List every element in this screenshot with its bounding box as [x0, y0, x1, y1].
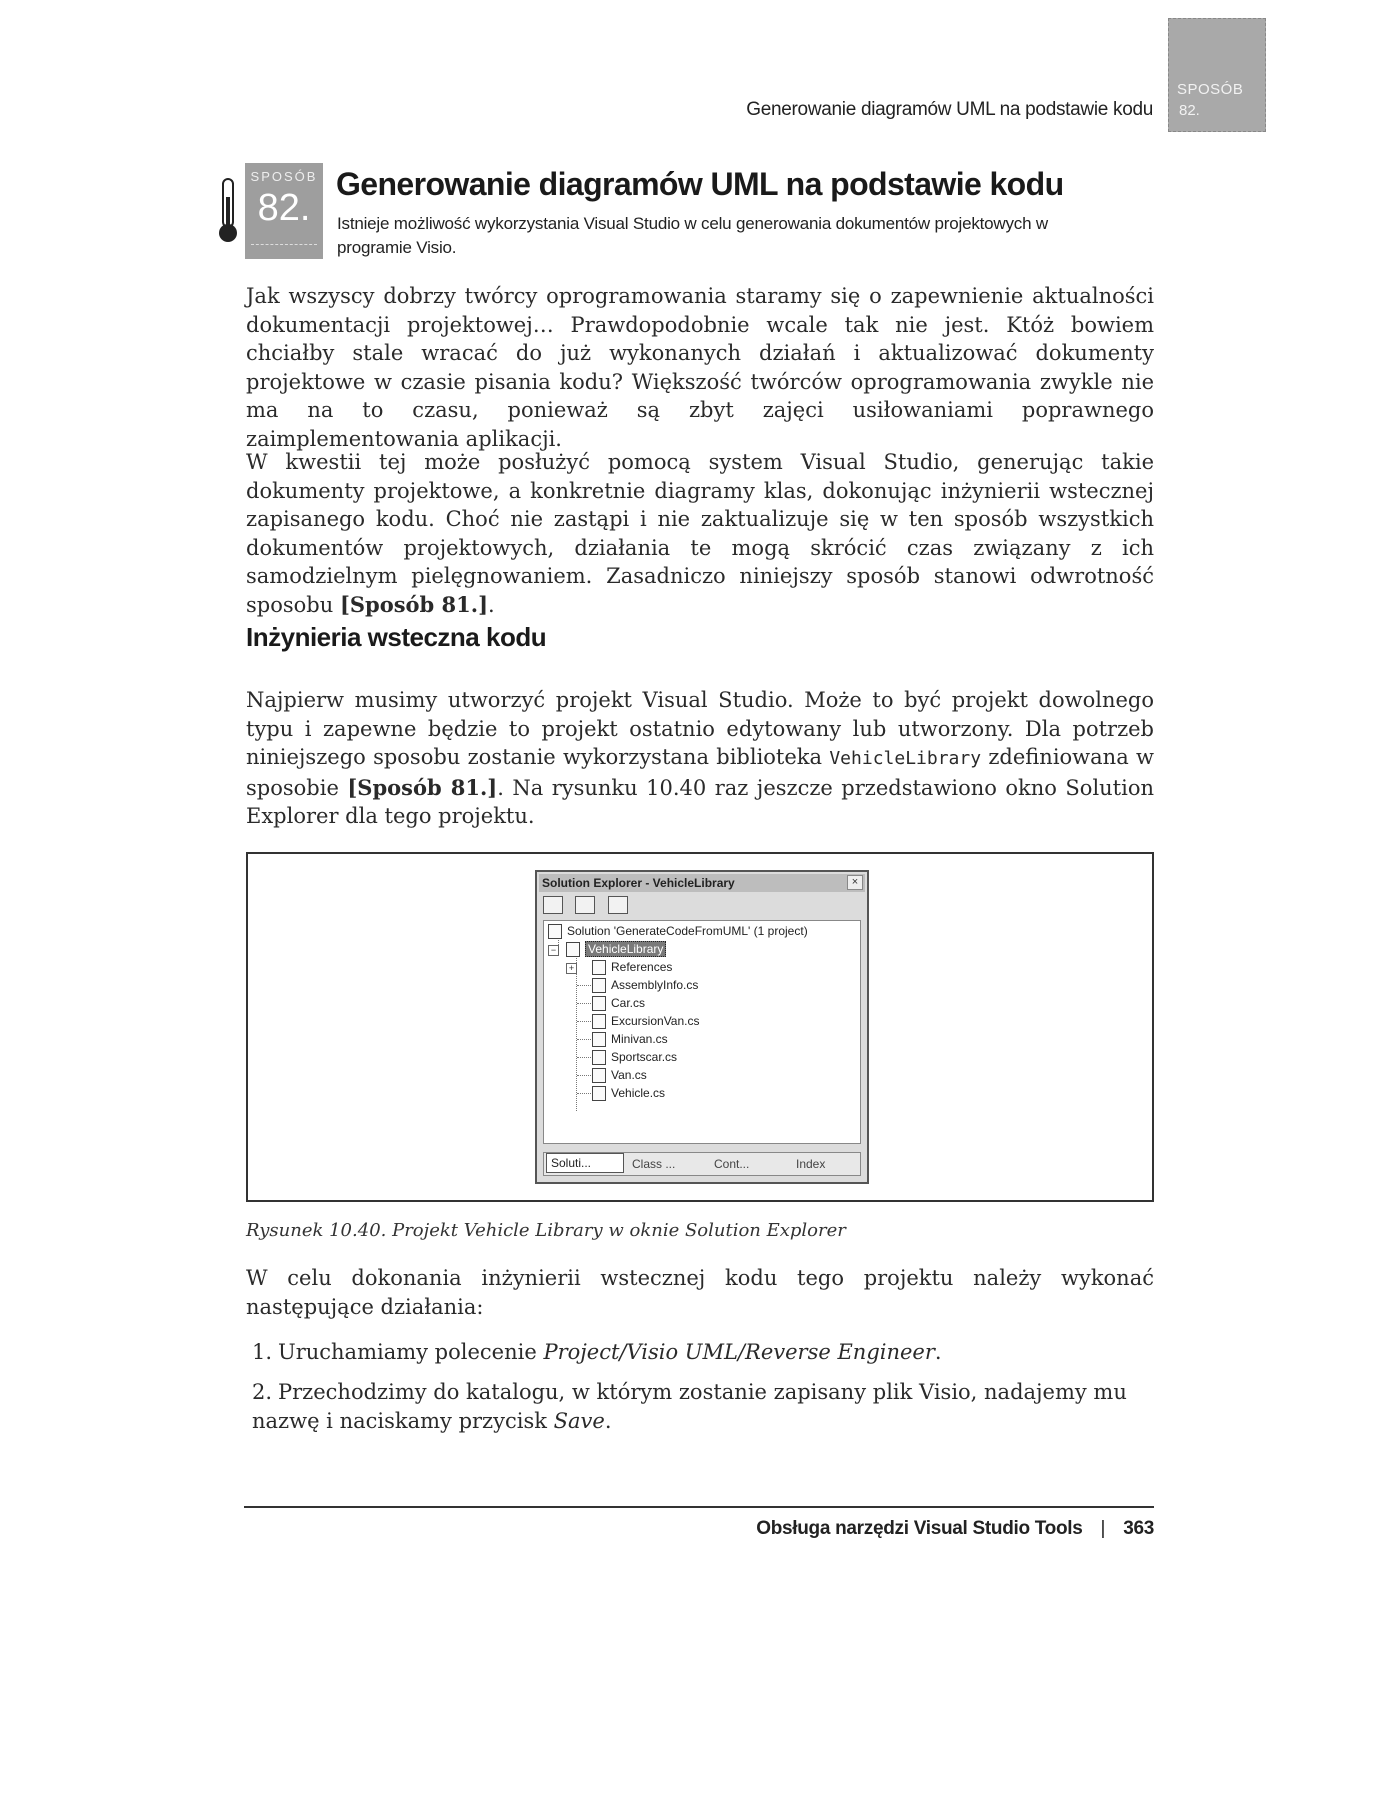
- list-text: Uruchamiamy polecenie: [278, 1340, 544, 1364]
- tab-label: Index: [796, 1157, 826, 1171]
- tree-node-file[interactable]: [592, 1085, 665, 1101]
- section-title: Inżynieria wsteczna kodu: [246, 622, 547, 652]
- solution-icon: [548, 924, 562, 939]
- corner-tab-number: 82.: [1179, 102, 1200, 119]
- solution-explorer-titlebar: [539, 874, 865, 892]
- hack-label: SPOSÓB: [250, 169, 318, 184]
- menu-path: Project/Visio UML/Reverse Engineer: [543, 1340, 935, 1364]
- paragraph-text: W kwestii tej może posłużyć pomocą system Visual Studio, generując takie dokumenty projektowe, a konkretnie diagramy klas, dokonując inżynierii wstecznej zapisanego kodu. Choć nie zastąpi i nie zaktualizuje się w ten sposób wszystkich dokumentów projektowych, działania te mogą skrócić czas związany z ich samodzielnym pielęgnowaniem. Zasadniczo niniejszy sposób stanowi odwrotność sposobu: [246, 450, 1154, 617]
- paragraph-steps-intro: W celu dokonania inżynierii wstecznej kodu tego projektu należy wykonać następujące działania:: [246, 1266, 1154, 1319]
- tree-node-label: Minivan.cs: [611, 1032, 668, 1046]
- list-number: 1.: [252, 1340, 273, 1364]
- paragraph-text: Najpierw musimy utworzyć projekt Visual Studio. Może to być projekt dowolnego typu i zapewne będzie to projekt ostatnio edytowany lub utworzony. Dla potrzeb niniejszego sposobu zostanie wykorzystana biblioteka: [246, 688, 1154, 769]
- tree-node-label: Van.cs: [611, 1068, 647, 1082]
- window-title: Solution Explorer - VehicleLibrary: [542, 876, 735, 890]
- tree-node-project[interactable]: [566, 941, 666, 957]
- cs-file-icon: [592, 1014, 606, 1029]
- hack-number: 82.: [257, 187, 311, 229]
- tree-node-file[interactable]: [592, 1031, 668, 1047]
- cs-file-icon: [592, 1068, 606, 1083]
- paragraph-intro: Jak wszyscy dobrzy twórcy oprogramowania staramy się o zapewnienie aktualności dokumentacji projektowej… Prawdopodobnie wcale tak nie jest. Któż bowiem chciałby stale wracać do już wykonanych działań i aktualizować dokumenty projektowe w czasie pisania kodu? Większość twórców oprogramowania zwykle nie ma na to czasu, ponieważ są zbyt zajęci usiłowaniami poprawnego zaimplementowania aplikacji.: [246, 284, 1154, 451]
- tree-node-label: Solution 'GenerateCodeFromUML' (1 project): [567, 924, 808, 938]
- refresh-icon[interactable]: [543, 896, 563, 914]
- running-header: Generowanie diagramów UML na podstawie kodu: [746, 99, 1153, 120]
- tab-solution-explorer[interactable]: [546, 1153, 624, 1173]
- tree-node-file[interactable]: [592, 1049, 677, 1065]
- collapse-icon[interactable]: −: [548, 945, 559, 956]
- tree-node-label: AssemblyInfo.cs: [611, 978, 699, 992]
- list-item: [252, 1338, 1132, 1367]
- list-number: 2.: [252, 1380, 273, 1404]
- tree-node-label: References: [611, 960, 673, 974]
- solution-explorer-toolbar: [543, 896, 636, 916]
- corner-hack-tab: [1168, 18, 1266, 132]
- footer-rule: [244, 1506, 1154, 1508]
- project-icon: [566, 942, 580, 957]
- hack-box-divider: [251, 244, 317, 245]
- paragraph-visual-studio: [246, 448, 1154, 619]
- tab-class-view[interactable]: [628, 1155, 706, 1173]
- close-icon[interactable]: ×: [847, 875, 863, 890]
- solution-explorer-tabs: [543, 1152, 861, 1176]
- tab-index[interactable]: [792, 1155, 856, 1173]
- thermometer-icon: [216, 177, 240, 245]
- tab-label: Class ...: [632, 1157, 676, 1171]
- cs-file-icon: [592, 996, 606, 1011]
- tab-contents[interactable]: [710, 1155, 786, 1173]
- cross-reference: [Sposób 81.]: [347, 774, 498, 800]
- tree-node-label: ExcursionVan.cs: [611, 1014, 700, 1028]
- solution-tree: [543, 920, 861, 1144]
- chapter-title: Obsługa narzędzi Visual Studio Tools: [756, 1518, 1083, 1539]
- paragraph-text: . Na rysunku 10.40 raz jeszcze przedstawiono okno Solution Explorer dla tego projektu.: [246, 775, 1155, 828]
- tab-label: Soluti...: [551, 1156, 592, 1170]
- tree-node-file[interactable]: [592, 1013, 699, 1029]
- show-all-files-icon[interactable]: [575, 896, 595, 914]
- corner-tab-label: SPOSÓB: [1177, 81, 1244, 98]
- tree-node-label: Car.cs: [611, 996, 646, 1010]
- solution-explorer-window: [535, 870, 869, 1184]
- tree-node-file[interactable]: [592, 995, 645, 1011]
- page-number: 363: [1123, 1518, 1154, 1539]
- cs-file-icon: [592, 1050, 606, 1065]
- tree-node-references[interactable]: [592, 959, 672, 975]
- cs-file-icon: [592, 1086, 606, 1101]
- hack-title: Generowanie diagramów UML na podstawie kodu: [336, 166, 1064, 202]
- button-name: Save: [553, 1408, 605, 1433]
- tree-node-file[interactable]: [592, 977, 698, 993]
- tab-label: Cont...: [714, 1157, 750, 1171]
- paragraph-project: [246, 686, 1154, 831]
- footer-separator: |: [1100, 1518, 1106, 1539]
- cs-file-icon: [592, 978, 606, 993]
- references-folder-icon: [592, 960, 606, 975]
- figure-caption: Rysunek 10.40. Projekt Vehicle Library w oknie Solution Explorer: [246, 1220, 846, 1241]
- hack-number-box: [245, 163, 323, 259]
- paragraph-end: .: [488, 592, 495, 617]
- cross-reference: [Sposób 81.]: [339, 591, 489, 617]
- list-text: Przechodzimy do katalogu, w którym zostanie zapisany plik Visio, nadajemy mu nazwę i naciskamy przycisk: [252, 1380, 1127, 1433]
- tree-node-file[interactable]: [592, 1067, 647, 1083]
- tree-node-label: VehicleLibrary: [585, 941, 666, 957]
- paragraph-text: zdefiniowana w sposobie: [246, 745, 1154, 800]
- tree-node-label: Vehicle.cs: [611, 1086, 666, 1100]
- list-text-end: .: [604, 1408, 612, 1433]
- expand-icon[interactable]: +: [566, 963, 577, 974]
- page-footer: [700, 1518, 1154, 1540]
- tree-node-label: Sportscar.cs: [611, 1050, 678, 1064]
- code-library-name: VehicleLibrary: [829, 748, 982, 769]
- list-item: [252, 1378, 1132, 1435]
- list-text-end: .: [934, 1340, 942, 1364]
- tree-node-solution[interactable]: [548, 923, 808, 939]
- hack-subtitle: Istnieje możliwość wykorzystania Visual Studio w celu generowania dokumentów projektowych w programie Visio.: [337, 214, 1048, 257]
- properties-icon[interactable]: [608, 896, 628, 914]
- cs-file-icon: [592, 1032, 606, 1047]
